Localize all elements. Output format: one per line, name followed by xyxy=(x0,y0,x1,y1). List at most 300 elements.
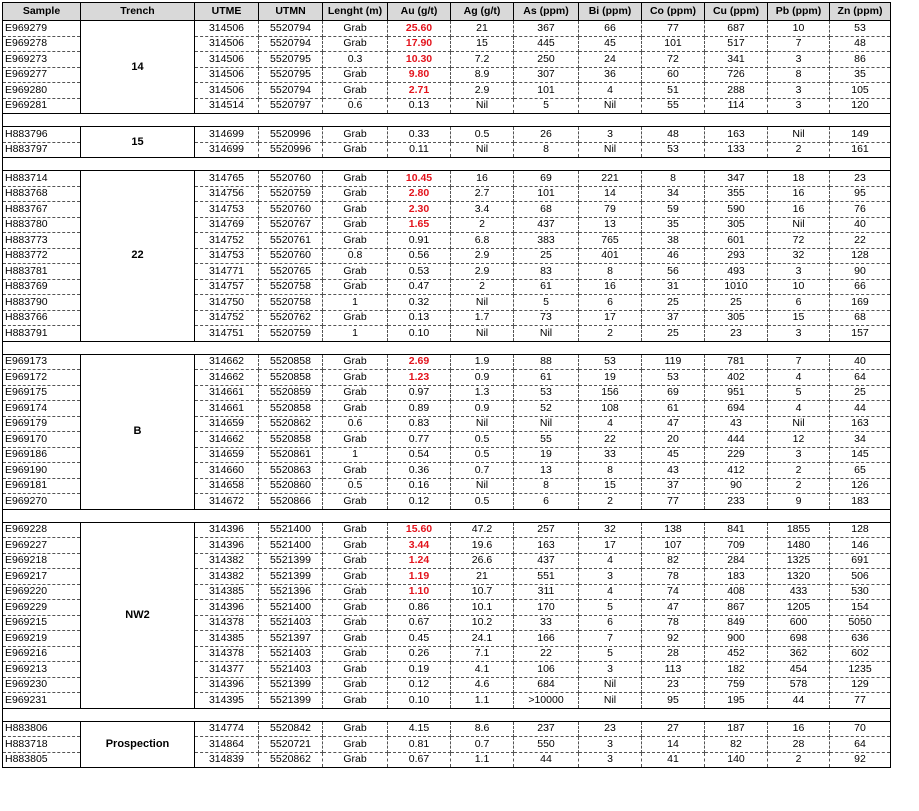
cell-ag[interactable]: 6.8 xyxy=(451,233,514,249)
cell-pb[interactable]: 32 xyxy=(768,248,830,264)
cell-utme[interactable]: 314385 xyxy=(195,584,259,600)
cell-au[interactable]: 0.45 xyxy=(388,631,451,647)
cell-length[interactable]: Grab xyxy=(323,202,388,218)
cell-utmn[interactable]: 5520795 xyxy=(259,67,323,83)
cell-cu[interactable]: 867 xyxy=(705,600,768,616)
cell-ag[interactable]: 2.7 xyxy=(451,186,514,202)
cell-ag[interactable]: 26.6 xyxy=(451,553,514,569)
cell-utme[interactable]: 314660 xyxy=(195,463,259,479)
cell-pb[interactable]: Nil xyxy=(768,217,830,233)
cell-bi[interactable]: 23 xyxy=(579,721,642,737)
cell-pb[interactable]: 4 xyxy=(768,370,830,386)
cell-co[interactable]: 37 xyxy=(642,478,705,494)
cell-ag[interactable]: 2.9 xyxy=(451,248,514,264)
cell-as[interactable]: 33 xyxy=(514,615,579,631)
cell-length[interactable]: Grab xyxy=(323,370,388,386)
cell-length[interactable]: Grab xyxy=(323,142,388,158)
cell-sample[interactable]: H883766 xyxy=(3,310,81,326)
cell-au[interactable]: 10.30 xyxy=(388,52,451,68)
cell-ag[interactable]: 2 xyxy=(451,217,514,233)
cell-pb[interactable]: 1480 xyxy=(768,538,830,554)
cell-au[interactable]: 1.65 xyxy=(388,217,451,233)
cell-as[interactable]: 550 xyxy=(514,737,579,753)
cell-utme[interactable]: 314753 xyxy=(195,202,259,218)
cell-pb[interactable]: Nil xyxy=(768,416,830,432)
cell-utmn[interactable]: 5520765 xyxy=(259,264,323,280)
cell-co[interactable]: 101 xyxy=(642,36,705,52)
cell-utmn[interactable]: 5520860 xyxy=(259,478,323,494)
cell-sample[interactable]: E969279 xyxy=(3,21,81,37)
cell-cu[interactable]: 140 xyxy=(705,752,768,768)
cell-zn[interactable]: 25 xyxy=(830,385,891,401)
cell-utmn[interactable]: 5520794 xyxy=(259,36,323,52)
cell-utme[interactable]: 314769 xyxy=(195,217,259,233)
cell-length[interactable]: Grab xyxy=(323,584,388,600)
trench-label[interactable]: NW2 xyxy=(81,522,195,708)
cell-zn[interactable]: 120 xyxy=(830,98,891,114)
cell-co[interactable]: 138 xyxy=(642,522,705,538)
cell-bi[interactable]: 108 xyxy=(579,401,642,417)
cell-co[interactable]: 47 xyxy=(642,600,705,616)
cell-utmn[interactable]: 5520797 xyxy=(259,98,323,114)
cell-length[interactable]: Grab xyxy=(323,171,388,187)
cell-pb[interactable]: 3 xyxy=(768,83,830,99)
cell-ag[interactable]: Nil xyxy=(451,326,514,342)
cell-utme[interactable]: 314699 xyxy=(195,142,259,158)
cell-cu[interactable]: 590 xyxy=(705,202,768,218)
cell-bi[interactable]: 8 xyxy=(579,463,642,479)
cell-ag[interactable]: 0.5 xyxy=(451,494,514,510)
cell-cu[interactable]: 900 xyxy=(705,631,768,647)
cell-cu[interactable]: 114 xyxy=(705,98,768,114)
cell-utme[interactable]: 314385 xyxy=(195,631,259,647)
cell-utme[interactable]: 314396 xyxy=(195,600,259,616)
cell-ag[interactable]: Nil xyxy=(451,142,514,158)
cell-as[interactable]: 73 xyxy=(514,310,579,326)
cell-bi[interactable]: 3 xyxy=(579,127,642,143)
cell-pb[interactable]: 44 xyxy=(768,693,830,709)
cell-ag[interactable]: 7.1 xyxy=(451,646,514,662)
cell-as[interactable]: 106 xyxy=(514,662,579,678)
cell-utmn[interactable]: 5520759 xyxy=(259,186,323,202)
cell-utmn[interactable]: 5520758 xyxy=(259,295,323,311)
cell-pb[interactable]: 578 xyxy=(768,677,830,693)
cell-bi[interactable]: 221 xyxy=(579,171,642,187)
cell-au[interactable]: 0.67 xyxy=(388,752,451,768)
cell-as[interactable]: 52 xyxy=(514,401,579,417)
cell-cu[interactable]: 759 xyxy=(705,677,768,693)
cell-length[interactable]: Grab xyxy=(323,737,388,753)
cell-pb[interactable]: 3 xyxy=(768,52,830,68)
cell-length[interactable]: Grab xyxy=(323,279,388,295)
cell-bi[interactable]: 33 xyxy=(579,447,642,463)
cell-ag[interactable]: 3.4 xyxy=(451,202,514,218)
cell-ag[interactable]: Nil xyxy=(451,478,514,494)
cell-sample[interactable]: E969190 xyxy=(3,463,81,479)
cell-as[interactable]: 53 xyxy=(514,385,579,401)
cell-length[interactable]: 0.6 xyxy=(323,416,388,432)
cell-utme[interactable]: 314662 xyxy=(195,432,259,448)
cell-ag[interactable]: 1.3 xyxy=(451,385,514,401)
cell-ag[interactable]: 10.2 xyxy=(451,615,514,631)
cell-length[interactable]: Grab xyxy=(323,67,388,83)
cell-utmn[interactable]: 5520996 xyxy=(259,142,323,158)
cell-pb[interactable]: 72 xyxy=(768,233,830,249)
cell-sample[interactable]: H883767 xyxy=(3,202,81,218)
cell-length[interactable]: Grab xyxy=(323,569,388,585)
cell-co[interactable]: 27 xyxy=(642,721,705,737)
cell-as[interactable]: 88 xyxy=(514,354,579,370)
cell-pb[interactable]: 362 xyxy=(768,646,830,662)
cell-length[interactable]: Grab xyxy=(323,21,388,37)
cell-sample[interactable]: H883769 xyxy=(3,279,81,295)
cell-au[interactable]: 1.19 xyxy=(388,569,451,585)
cell-utmn[interactable]: 5520842 xyxy=(259,721,323,737)
cell-pb[interactable]: 454 xyxy=(768,662,830,678)
cell-au[interactable]: 0.89 xyxy=(388,401,451,417)
cell-length[interactable]: Grab xyxy=(323,600,388,616)
cell-au[interactable]: 0.10 xyxy=(388,326,451,342)
cell-pb[interactable]: 8 xyxy=(768,67,830,83)
cell-as[interactable]: 22 xyxy=(514,646,579,662)
cell-pb[interactable]: 15 xyxy=(768,310,830,326)
cell-as[interactable]: 68 xyxy=(514,202,579,218)
cell-length[interactable]: Grab xyxy=(323,463,388,479)
cell-zn[interactable]: 76 xyxy=(830,202,891,218)
cell-as[interactable]: 237 xyxy=(514,721,579,737)
cell-zn[interactable]: 64 xyxy=(830,737,891,753)
cell-pb[interactable]: 3 xyxy=(768,98,830,114)
cell-au[interactable]: 2.69 xyxy=(388,354,451,370)
cell-au[interactable]: 0.11 xyxy=(388,142,451,158)
cell-ag[interactable]: Nil xyxy=(451,98,514,114)
cell-utme[interactable]: 314377 xyxy=(195,662,259,678)
cell-ag[interactable]: 10.1 xyxy=(451,600,514,616)
cell-length[interactable]: 0.5 xyxy=(323,478,388,494)
cell-cu[interactable]: 412 xyxy=(705,463,768,479)
cell-au[interactable]: 0.91 xyxy=(388,233,451,249)
cell-pb[interactable]: 10 xyxy=(768,279,830,295)
cell-pb[interactable]: 433 xyxy=(768,584,830,600)
cell-as[interactable]: 101 xyxy=(514,186,579,202)
cell-utme[interactable]: 314662 xyxy=(195,354,259,370)
cell-zn[interactable]: 77 xyxy=(830,693,891,709)
cell-pb[interactable]: Nil xyxy=(768,127,830,143)
cell-co[interactable]: 14 xyxy=(642,737,705,753)
cell-bi[interactable]: 15 xyxy=(579,478,642,494)
cell-cu[interactable]: 841 xyxy=(705,522,768,538)
cell-length[interactable]: 1 xyxy=(323,447,388,463)
cell-as[interactable]: 307 xyxy=(514,67,579,83)
cell-cu[interactable]: 601 xyxy=(705,233,768,249)
cell-bi[interactable]: 17 xyxy=(579,538,642,554)
cell-bi[interactable]: 66 xyxy=(579,21,642,37)
cell-cu[interactable]: 341 xyxy=(705,52,768,68)
cell-as[interactable]: 551 xyxy=(514,569,579,585)
trench-label[interactable]: 14 xyxy=(81,21,195,114)
cell-cu[interactable]: 687 xyxy=(705,21,768,37)
cell-zn[interactable]: 129 xyxy=(830,677,891,693)
cell-as[interactable]: 311 xyxy=(514,584,579,600)
cell-ag[interactable]: 8.9 xyxy=(451,67,514,83)
cell-length[interactable]: 0.3 xyxy=(323,52,388,68)
cell-length[interactable]: Grab xyxy=(323,36,388,52)
cell-co[interactable]: 20 xyxy=(642,432,705,448)
cell-zn[interactable]: 23 xyxy=(830,171,891,187)
cell-as[interactable]: 445 xyxy=(514,36,579,52)
cell-sample[interactable]: E969217 xyxy=(3,569,81,585)
cell-sample[interactable]: E969220 xyxy=(3,584,81,600)
cell-pb[interactable]: 16 xyxy=(768,721,830,737)
cell-bi[interactable]: 79 xyxy=(579,202,642,218)
col-header-zn[interactable]: Zn (ppm) xyxy=(830,3,891,21)
cell-pb[interactable]: 16 xyxy=(768,202,830,218)
cell-au[interactable]: 0.86 xyxy=(388,600,451,616)
cell-utmn[interactable]: 5520861 xyxy=(259,447,323,463)
cell-utme[interactable]: 314658 xyxy=(195,478,259,494)
cell-co[interactable]: 25 xyxy=(642,326,705,342)
cell-ag[interactable]: Nil xyxy=(451,295,514,311)
cell-utme[interactable]: 314382 xyxy=(195,553,259,569)
cell-sample[interactable]: E969179 xyxy=(3,416,81,432)
cell-zn[interactable]: 149 xyxy=(830,127,891,143)
cell-au[interactable]: 0.47 xyxy=(388,279,451,295)
cell-bi[interactable]: 3 xyxy=(579,569,642,585)
cell-cu[interactable]: 284 xyxy=(705,553,768,569)
cell-utmn[interactable]: 5520863 xyxy=(259,463,323,479)
cell-utme[interactable]: 314514 xyxy=(195,98,259,114)
col-header-length[interactable]: Lenght (m) xyxy=(323,3,388,21)
cell-length[interactable]: Grab xyxy=(323,615,388,631)
cell-ag[interactable]: 47.2 xyxy=(451,522,514,538)
cell-length[interactable]: Grab xyxy=(323,83,388,99)
cell-co[interactable]: 72 xyxy=(642,52,705,68)
cell-as[interactable]: 166 xyxy=(514,631,579,647)
cell-cu[interactable]: 493 xyxy=(705,264,768,280)
cell-utmn[interactable]: 5521399 xyxy=(259,677,323,693)
trench-label[interactable]: B xyxy=(81,354,195,509)
cell-sample[interactable]: E969227 xyxy=(3,538,81,554)
cell-utme[interactable]: 314672 xyxy=(195,494,259,510)
cell-zn[interactable]: 40 xyxy=(830,354,891,370)
cell-length[interactable]: Grab xyxy=(323,127,388,143)
cell-ag[interactable]: 0.7 xyxy=(451,463,514,479)
cell-cu[interactable]: 951 xyxy=(705,385,768,401)
cell-utme[interactable]: 314396 xyxy=(195,538,259,554)
cell-co[interactable]: 37 xyxy=(642,310,705,326)
cell-pb[interactable]: 698 xyxy=(768,631,830,647)
cell-bi[interactable]: 36 xyxy=(579,67,642,83)
cell-utmn[interactable]: 5520858 xyxy=(259,370,323,386)
cell-zn[interactable]: 636 xyxy=(830,631,891,647)
cell-sample[interactable]: H883768 xyxy=(3,186,81,202)
cell-cu[interactable]: 709 xyxy=(705,538,768,554)
cell-utmn[interactable]: 5521403 xyxy=(259,615,323,631)
cell-as[interactable]: 69 xyxy=(514,171,579,187)
cell-utmn[interactable]: 5521399 xyxy=(259,569,323,585)
cell-sample[interactable]: H883780 xyxy=(3,217,81,233)
cell-au[interactable]: 0.13 xyxy=(388,310,451,326)
cell-pb[interactable]: 7 xyxy=(768,354,830,370)
cell-sample[interactable]: E969273 xyxy=(3,52,81,68)
cell-co[interactable]: 77 xyxy=(642,494,705,510)
cell-bi[interactable]: 765 xyxy=(579,233,642,249)
cell-utme[interactable]: 314662 xyxy=(195,370,259,386)
cell-cu[interactable]: 288 xyxy=(705,83,768,99)
cell-sample[interactable]: E969230 xyxy=(3,677,81,693)
cell-pb[interactable]: 600 xyxy=(768,615,830,631)
cell-ag[interactable]: 1.7 xyxy=(451,310,514,326)
cell-zn[interactable]: 34 xyxy=(830,432,891,448)
cell-au[interactable]: 1.24 xyxy=(388,553,451,569)
cell-co[interactable]: 38 xyxy=(642,233,705,249)
col-header-pb[interactable]: Pb (ppm) xyxy=(768,3,830,21)
col-header-utme[interactable]: UTME xyxy=(195,3,259,21)
cell-zn[interactable]: 169 xyxy=(830,295,891,311)
cell-au[interactable]: 17.90 xyxy=(388,36,451,52)
cell-utmn[interactable]: 5521397 xyxy=(259,631,323,647)
cell-utmn[interactable]: 5520858 xyxy=(259,354,323,370)
cell-length[interactable]: Grab xyxy=(323,662,388,678)
cell-co[interactable]: 41 xyxy=(642,752,705,768)
cell-as[interactable]: 257 xyxy=(514,522,579,538)
cell-zn[interactable]: 48 xyxy=(830,36,891,52)
cell-zn[interactable]: 95 xyxy=(830,186,891,202)
cell-pb[interactable]: 1855 xyxy=(768,522,830,538)
cell-length[interactable]: Grab xyxy=(323,752,388,768)
cell-bi[interactable]: 24 xyxy=(579,52,642,68)
cell-co[interactable]: 119 xyxy=(642,354,705,370)
cell-length[interactable]: Grab xyxy=(323,721,388,737)
cell-utme[interactable]: 314378 xyxy=(195,646,259,662)
cell-utme[interactable]: 314750 xyxy=(195,295,259,311)
cell-au[interactable]: 2.30 xyxy=(388,202,451,218)
cell-utme[interactable]: 314661 xyxy=(195,385,259,401)
cell-au[interactable]: 0.13 xyxy=(388,98,451,114)
cell-cu[interactable]: 183 xyxy=(705,569,768,585)
col-header-au[interactable]: Au (g/t) xyxy=(388,3,451,21)
cell-pb[interactable]: 9 xyxy=(768,494,830,510)
cell-length[interactable]: Grab xyxy=(323,677,388,693)
cell-ag[interactable]: 2.9 xyxy=(451,83,514,99)
cell-ag[interactable]: 8.6 xyxy=(451,721,514,737)
cell-au[interactable]: 0.16 xyxy=(388,478,451,494)
cell-ag[interactable]: 21 xyxy=(451,21,514,37)
cell-au[interactable]: 0.19 xyxy=(388,662,451,678)
cell-sample[interactable]: E969231 xyxy=(3,693,81,709)
cell-utmn[interactable]: 5520858 xyxy=(259,432,323,448)
cell-sample[interactable]: E969270 xyxy=(3,494,81,510)
cell-utme[interactable]: 314864 xyxy=(195,737,259,753)
cell-utmn[interactable]: 5520760 xyxy=(259,171,323,187)
cell-co[interactable]: 82 xyxy=(642,553,705,569)
cell-ag[interactable]: 0.9 xyxy=(451,370,514,386)
cell-zn[interactable]: 128 xyxy=(830,248,891,264)
cell-bi[interactable]: 5 xyxy=(579,646,642,662)
cell-co[interactable]: 23 xyxy=(642,677,705,693)
cell-sample[interactable]: E969175 xyxy=(3,385,81,401)
cell-sample[interactable]: H883806 xyxy=(3,721,81,737)
cell-bi[interactable]: 17 xyxy=(579,310,642,326)
cell-utmn[interactable]: 5520862 xyxy=(259,752,323,768)
cell-cu[interactable]: 726 xyxy=(705,67,768,83)
cell-bi[interactable]: Nil xyxy=(579,677,642,693)
cell-length[interactable]: Grab xyxy=(323,385,388,401)
cell-pb[interactable]: 2 xyxy=(768,752,830,768)
cell-sample[interactable]: E969218 xyxy=(3,553,81,569)
cell-zn[interactable]: 154 xyxy=(830,600,891,616)
cell-sample[interactable]: H883773 xyxy=(3,233,81,249)
cell-sample[interactable]: H883805 xyxy=(3,752,81,768)
col-header-trench[interactable]: Trench xyxy=(81,3,195,21)
cell-cu[interactable]: 452 xyxy=(705,646,768,662)
cell-utme[interactable]: 314774 xyxy=(195,721,259,737)
cell-bi[interactable]: Nil xyxy=(579,142,642,158)
cell-pb[interactable]: 28 xyxy=(768,737,830,753)
cell-utmn[interactable]: 5521396 xyxy=(259,584,323,600)
cell-bi[interactable]: 19 xyxy=(579,370,642,386)
col-header-utmn[interactable]: UTMN xyxy=(259,3,323,21)
cell-as[interactable]: 170 xyxy=(514,600,579,616)
cell-zn[interactable]: 64 xyxy=(830,370,891,386)
cell-pb[interactable]: 4 xyxy=(768,401,830,417)
cell-utme[interactable]: 314506 xyxy=(195,52,259,68)
cell-sample[interactable]: E969170 xyxy=(3,432,81,448)
cell-au[interactable]: 10.45 xyxy=(388,171,451,187)
cell-utme[interactable]: 314396 xyxy=(195,522,259,538)
cell-as[interactable]: 44 xyxy=(514,752,579,768)
cell-ag[interactable]: 1.1 xyxy=(451,693,514,709)
cell-sample[interactable]: E969278 xyxy=(3,36,81,52)
cell-au[interactable]: 0.36 xyxy=(388,463,451,479)
cell-zn[interactable]: 145 xyxy=(830,447,891,463)
cell-utmn[interactable]: 5520758 xyxy=(259,279,323,295)
cell-zn[interactable]: 53 xyxy=(830,21,891,37)
cell-as[interactable]: 19 xyxy=(514,447,579,463)
cell-zn[interactable]: 44 xyxy=(830,401,891,417)
cell-as[interactable]: 101 xyxy=(514,83,579,99)
cell-sample[interactable]: H883714 xyxy=(3,171,81,187)
cell-zn[interactable]: 90 xyxy=(830,264,891,280)
cell-bi[interactable]: 3 xyxy=(579,752,642,768)
cell-pb[interactable]: 2 xyxy=(768,142,830,158)
cell-as[interactable]: 383 xyxy=(514,233,579,249)
cell-as[interactable]: >10000 xyxy=(514,693,579,709)
cell-as[interactable]: Nil xyxy=(514,326,579,342)
cell-zn[interactable]: 530 xyxy=(830,584,891,600)
cell-cu[interactable]: 305 xyxy=(705,310,768,326)
cell-utme[interactable]: 314752 xyxy=(195,233,259,249)
cell-co[interactable]: 60 xyxy=(642,67,705,83)
cell-pb[interactable]: 7 xyxy=(768,36,830,52)
cell-sample[interactable]: H883796 xyxy=(3,127,81,143)
cell-length[interactable]: Grab xyxy=(323,233,388,249)
cell-sample[interactable]: E969172 xyxy=(3,370,81,386)
cell-cu[interactable]: 233 xyxy=(705,494,768,510)
cell-zn[interactable]: 126 xyxy=(830,478,891,494)
cell-bi[interactable]: 2 xyxy=(579,494,642,510)
cell-ag[interactable]: 2 xyxy=(451,279,514,295)
cell-bi[interactable]: 16 xyxy=(579,279,642,295)
cell-utme[interactable]: 314506 xyxy=(195,21,259,37)
cell-cu[interactable]: 408 xyxy=(705,584,768,600)
trench-label[interactable]: 15 xyxy=(81,127,195,158)
cell-as[interactable]: 8 xyxy=(514,142,579,158)
cell-pb[interactable]: 1325 xyxy=(768,553,830,569)
cell-as[interactable]: 163 xyxy=(514,538,579,554)
cell-au[interactable]: 0.67 xyxy=(388,615,451,631)
cell-cu[interactable]: 402 xyxy=(705,370,768,386)
